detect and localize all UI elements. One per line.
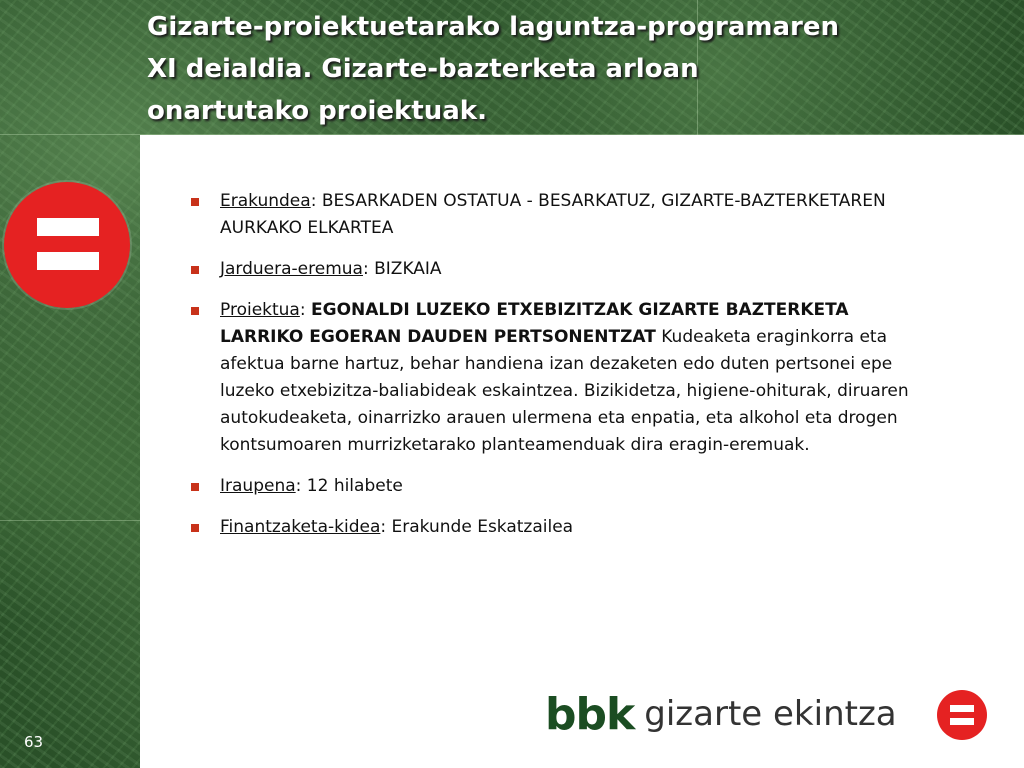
brand-logo-icon xyxy=(4,182,130,308)
item-label: Proiektua xyxy=(220,300,300,320)
item-label: Erakundea xyxy=(220,191,311,211)
bullet-icon xyxy=(191,307,199,315)
item-separator: : xyxy=(299,300,306,320)
item-separator: : xyxy=(362,259,369,279)
bullet-icon xyxy=(191,266,199,274)
page-number: 63 xyxy=(24,733,44,751)
slide-title xyxy=(147,6,1007,132)
item-value: BIZKAIA xyxy=(368,259,442,279)
list-item xyxy=(188,188,928,242)
list-item xyxy=(188,256,928,283)
brand-logo-small-icon xyxy=(937,690,987,740)
project-description: Kudeaketa eraginkorra eta afektua barne hartuz, behar handiena izan dezaketen edo duten pertsonei epe luzeko etxebizitza-baliabideak eskaintzea. Bizikidetza, higiene-ohiturak, diruaren autokudeaketa, oinarrizko arauen ulermena eta enpatia, eta alkohol eta drogen kontsumoaren murrizketarako planteamenduak dira eragin-eremuak. xyxy=(220,327,909,455)
list-item xyxy=(188,514,928,541)
item-label: Finantzaketa-kidea xyxy=(220,517,381,537)
item-value: BESARKADEN OSTATUA - BESARKATUZ, GIZARTE-BAZTERKETAREN AURKAKO ELKARTEA xyxy=(220,191,886,238)
project-title: EGONALDI LUZEKO ETXEBIZITZAK GIZARTE BAZTERKETA LARRIKO EGOERAN DAUDEN PERTSONENTZAT xyxy=(220,300,849,347)
footer-brand xyxy=(545,688,897,740)
item-separator: : xyxy=(295,476,302,496)
item-label: Iraupena xyxy=(220,476,296,496)
brand-bbk: bbk xyxy=(545,688,635,740)
bullet-icon xyxy=(191,524,199,532)
list-item xyxy=(188,297,928,459)
title-line: Gizarte-proiektuetarako laguntza-programaren xyxy=(147,12,840,42)
content-panel xyxy=(140,135,1024,768)
list-item xyxy=(188,473,928,500)
item-value: Erakunde Eskatzailea xyxy=(386,517,574,537)
bullet-icon xyxy=(191,198,199,206)
detail-list xyxy=(188,188,928,555)
title-line: onartutako proiektuak. xyxy=(147,96,487,126)
bullet-icon xyxy=(191,483,199,491)
item-label: Jarduera-eremua xyxy=(220,259,363,279)
item-separator: : xyxy=(310,191,317,211)
title-line: XI deialdia. Gizarte-bazterketa arloan xyxy=(147,54,699,84)
brand-text: gizarte ekintza xyxy=(644,694,897,734)
item-separator: : xyxy=(380,517,387,537)
item-value: 12 hilabete xyxy=(301,476,403,496)
